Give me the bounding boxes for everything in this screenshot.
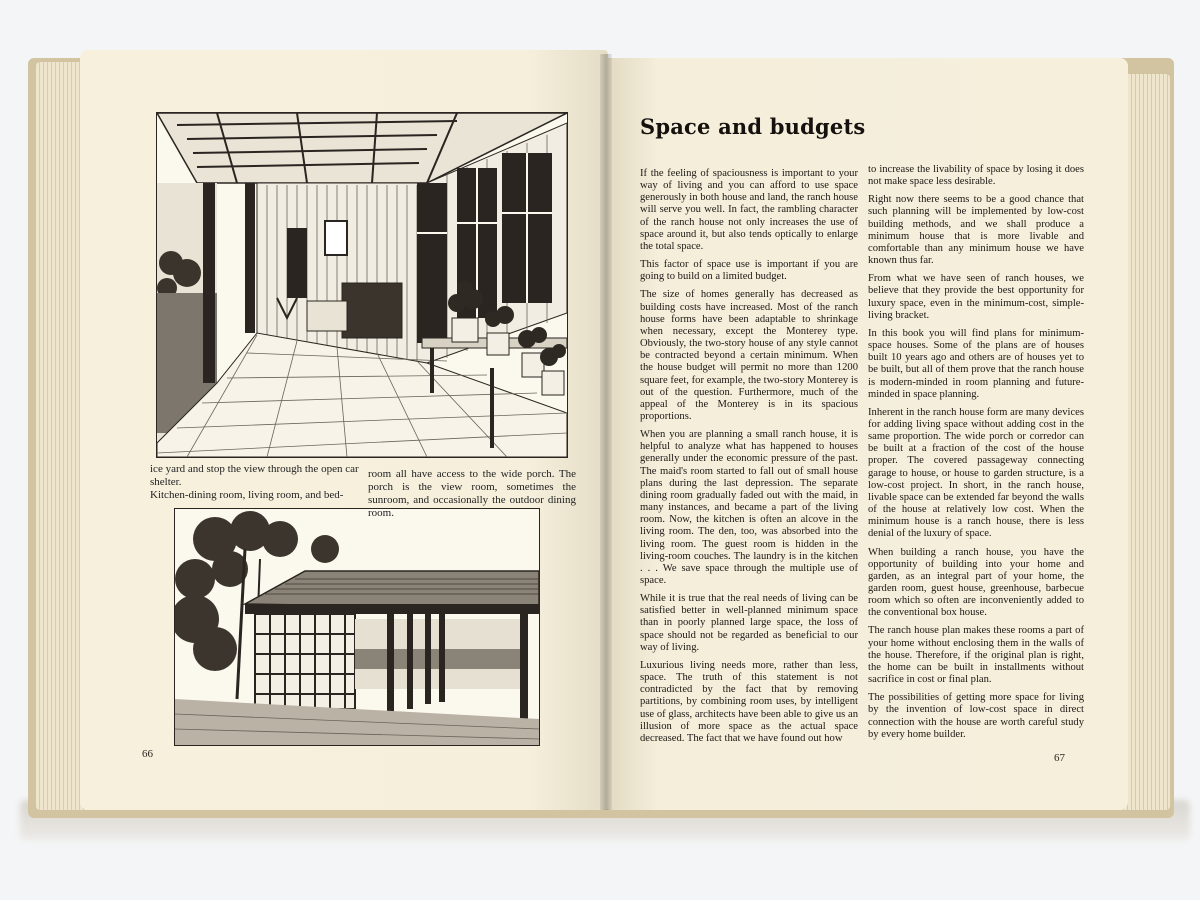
paragraph: Inherent in the ranch house form are many devices for adding living space without adding cost in the same proportion. The wide porch or corredor can be built at a fraction of the cost of the house proper. The covered passageway connecting garage to house, or house to garden structure, is a low-cost project. In short, in the ranch house, livable space can be extended far beyond the walls of the house at relatively low cost. When the minimum house is a ranch house, there is less denial of the luxury of space.: [868, 406, 1084, 540]
paragraph: to increase the livability of space by losing it does not make space less desirable.: [868, 164, 1084, 188]
text-column-2: [868, 164, 1084, 747]
paragraph: The size of homes generally has decreased as building costs have increased. Most of the ranch house forms have been adaptable to shrinkage when necessary, except the Monterey type. Obviously, the two-story house of any style cannot be contracted beyond a certain minimum. When the house budget will permit no more than 1200 square feet, for example, the two-story Monterey is out of the question. Furthermore, much of the appeal of the Monterey is in its spacious proportions.: [640, 289, 858, 422]
paragraph: From what we have seen of ranch houses, we believe that they provide the best opportunity for luxury space, even in the minimum-cost, simple-living bracket.: [868, 273, 1084, 321]
page-number-right: 67: [1054, 752, 1065, 764]
page-number-left: 66: [142, 748, 153, 760]
paragraph: When building a ranch house, you have the opportunity of building into your home and garden, as an integral part of your home, the garden room, guest house, greenhouse, barbecue room which so often are inconveniently added to the conventional box house.: [868, 546, 1084, 619]
paragraph: In this book you will find plans for minimum-space houses. Some of the plans are of houses built 10 years ago and others are of houses yet to be built, but all of them prove that the ranch house is modern-minded in room planning and future-minded in space planning.: [868, 327, 1084, 400]
paragraph: While it is true that the real needs of living can be satisfied better in well-planned minimum space than in poorly planned large space, the loss of space should not be regarded as beneficial to our way of living.: [640, 593, 858, 653]
figure-caption-right: room all have access to the wide porch. The porch is the view room, sometimes the sunroom, and occasionally the outdoor dining room.: [368, 468, 576, 519]
text-column-1: [640, 168, 858, 751]
paragraph: The ranch house plan makes these rooms a part of your home without enclosing them in the walls of the house. Therefore, if the original plan is right, the home can be built in installments without sacrifice in cost or final plan.: [868, 625, 1084, 686]
paragraph: The possibilities of getting more space for living by the invention of low-cost space in direct connection with the house are worth careful study by every home builder.: [868, 692, 1084, 740]
paragraph: Right now there seems to be a good chance that such planning will be implemented by low-cost building methods, and we shall produce a minimum house that is more livable and comfortable than any minimum house we have known thus far.: [868, 194, 1084, 267]
carport-illustration: [174, 508, 540, 746]
book-gutter: [600, 54, 612, 810]
section-heading: Space and budgets: [640, 114, 866, 139]
paragraph: Luxurious living needs more, rather than less, space. The truth of this statement is not contradicted by the fact that by removing partitions, by combining room uses, by intelligent use of glass, architects have been able to give us an illusion of more space as the actual space decreased. The fact that we have found out how: [640, 659, 858, 744]
figure-caption-left: ice yard and stop the view through the open car shelter. Kitchen-dining room, living room, and bed-: [150, 463, 359, 501]
paragraph: If the feeling of spaciousness is important to your way of living and you can afford to use space generously in both house and land, the ranch house will serve you well. In fact, the rambling character of the ranch house not only increases the use of space around it, but also tends optically to enlarge the total space.: [640, 168, 858, 252]
porch-illustration: [156, 112, 568, 458]
paragraph: When you are planning a small ranch house, it is helpful to analyze what has happened to houses generally under the economic pressure of the past. The maid's room started to fall out of small house plans during the last depression. The separate dining room gradually faded out with the maid, in many instances, and became a part of the living room. Now, the kitchen is often an alcove in the living room. The den, too, was absorbed into the living room. The guest room is hidden in the living-room couches. The laundry is in the kitchen . . . We save space through the multiple use of space.: [640, 429, 858, 586]
paragraph: This factor of space use is important if you are going to build on a limited budget.: [640, 259, 858, 283]
